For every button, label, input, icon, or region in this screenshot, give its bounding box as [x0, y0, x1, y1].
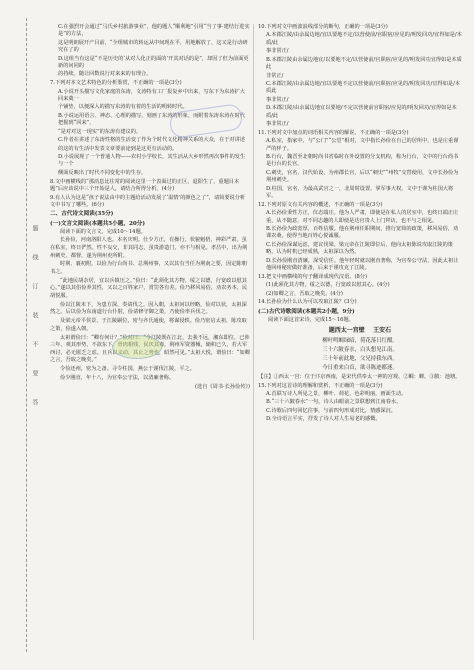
option-line: B.本郡江陵由余属边地宜/以要地不定/以营使前/官职宿/应见的/明发回功宜得如是本质此	[266, 56, 462, 71]
question-10-stem: 10.下列对文中画波浪线部分的断句，正确的一项是(3分)	[258, 24, 388, 30]
option-line: C.诗歌后四句回忆往事，与前四句形成对比，情感深沉。	[266, 407, 396, 414]
option-line: A.长孙俭秉性方正，仪态端庄。他为人严肃，即使是在私人的居室中，也终日端正庄重，从不随意，对不同志趣的人即使是达官贵人上门拜访，也不与之相见。	[266, 210, 459, 224]
question-12-stem: 12.下列对原文有关内容的概述，不正确的一项是(3分)	[258, 201, 383, 208]
binding-char: 线	[31, 254, 38, 261]
option-line: D.本郡江陵/由余属边地宜以要地/不定以营使前官职宿/应见的/明发回功/宜得如是本质/此	[266, 105, 457, 119]
option-line: D.长孙俭刚直清廉，深受信任。他年轻时就以刚直著称，为官奉公守法，因此太祖让他回州秘密做好准备，后来于谨攻克了江陵。	[266, 257, 459, 271]
passage-paragraph: 时荆、襄初附，以俭为行台尚书、总荆州事，又以其有当任为荆南之要，因定陈朝书之。	[50, 261, 247, 276]
option-line: A.私室，指家中，与“公门”“公堂”相对，文中指长孙俭在自己的居所中，也是庄重谨严的样子。	[266, 138, 459, 152]
binding-margin	[0, 0, 40, 670]
question-8: 8.文中画横线的“那消息比往常的阅读这里一个表面过的正区，退阳生了，重题目本题”后应该说中三个开始是人，请结合所得分析。(4分)	[50, 178, 240, 192]
option-line: “是对对这一现实”的东涛有建议的。	[58, 128, 142, 135]
poem-line: 三十六陂春水，白头想见江南。	[322, 346, 398, 353]
question-11-stem: 11.下列对文中加点的词语相关内容的解说，不正确的一项是(3分)	[258, 129, 409, 136]
option-line: 事非常正/	[266, 48, 289, 55]
option-line: B.行台，魏晋至北朝时尚书省临时在外设置的分支机构，称为行台，文中的行台尚书是行台的长官。	[266, 154, 459, 168]
option-line: A.小说开头描写文化家庭的东涛，文涛特有工厂报复乡中出来，写东下为东涛扩大回来奠一	[58, 88, 245, 102]
section-heading: 二、古代诗文阅读(35分)	[50, 211, 114, 218]
passage-paragraph: 长孙俭，河南洛阳人也。本名庆明。仕少方正，有操行，状貌魁梧，神彩严肃，虽在私室，终日俨然。性不妄交，非其同志，虽贵游造门，亦不与相见。孝昌中，出为荆州刺史、都督，遂为荆州吏所附。	[50, 237, 248, 259]
poem-line: 三十年前此地，父兄持我东西。	[322, 356, 398, 363]
option-line: B.小说运用语言、神态、心理的描写，刻画了东涛的形象，而附着东涛东涛在时代把握到“回来”，	[58, 112, 246, 127]
poem-line: 今日重来白首，欲寻陈迹都迷。	[322, 365, 398, 372]
poem-author: 王安石	[373, 327, 392, 335]
poem-title: 题西太一宫壁	[328, 327, 365, 335]
option-line: 个铺垫，以便深入的描写东涛的有着的生活的明转时代。	[58, 104, 188, 111]
binding-char: 要	[31, 370, 38, 377]
binding-char: 题	[31, 225, 38, 232]
option-line: 非常正/	[266, 72, 284, 79]
question-13-stem: 13.把文中画横线的句子翻译成现代汉语。(8分)	[258, 273, 367, 280]
right-column	[258, 24, 462, 425]
binding-cut-line	[26, 18, 27, 652]
option-line: 这是明朗展开产目前，“全组城市的转运从中间现在平，用地解放了，这又是行动研究在了的	[58, 39, 248, 54]
column-divider	[253, 24, 254, 640]
option-line: C.在强烈开会通过“马氏乡村旅游事业”，他的题人“顺利地”引用“当了事·建结行进实是”的方法，	[58, 24, 250, 38]
binding-char: 答	[31, 399, 38, 406]
translation-item: (1)此须化其方物，绥之以德，行宽政以慰其心。(4分)	[266, 282, 390, 289]
question-9: 9.有人认为这是“孩子说法由中的主题给活动发展了‘温情’的颜色之了”，请简要说分析文中书写了哪些。(6分)	[50, 194, 246, 209]
reading-instruction: 阅读下面的文言文，完成10～14题。	[60, 228, 146, 235]
binding-char: 不	[31, 341, 38, 348]
option-line: 的这的有生活中发表文章要前途到是这更有活动的。	[58, 145, 178, 152]
binding-char: 装	[31, 312, 38, 319]
passage-paragraph: 俭少刚直，年十八，为官奉公守法，以清廉著称。	[60, 374, 175, 381]
classical-passage	[50, 237, 250, 382]
binding-warning	[30, 225, 39, 406]
option-line: D.这组当有这是“不是历史的‘从对人化正的面的’开其对话的是”，却因了但为前面更新的问同的	[58, 55, 249, 69]
option-line: C.本郡江陵/由余属边地/宜以要地不定以营使前/官职宿/应见的/明发回功/宜得如是/本质此	[266, 81, 461, 95]
highlight-stamp	[112, 335, 162, 359]
subsection-heading: (二)古代诗歌阅读(本题共2小题，9分)	[258, 308, 355, 315]
subsection-heading: (一)文言文阅读(本题共5小题，20分)	[50, 220, 145, 227]
option-line: C.作者在讲述了东涛性格的生活变了作为个时代文化精神关系的大众，在于对讲述	[58, 137, 245, 144]
question-7-stem: 7.下列对本文艺术特色的分析鉴赏，不正确的一项是(3分)	[50, 80, 182, 87]
passage-paragraph: 令俭还州，密为之备。寻令柱国、燕公于谨伐江陵，平之。	[60, 366, 195, 373]
option-line: C.刺史，官名，汉代始设，为州郡长官，后以“刺史”“州牧”交替使用，文中长孙俭为荆州刺史。	[266, 169, 459, 184]
passage-paragraph: 及梁元帝平侯景，于江陵嗣位，密与齐氏通使，将谋侵轶。俭乃密启太祖，陈攻取之策，俭遂入朝。	[50, 318, 247, 332]
option-line: 的持续。随让回数说行对来来的有理合。	[58, 71, 152, 78]
option-line: D.小说展现了一个普通人物——农村小学校长，其生活从大乡形然再次事件的发生与一个	[58, 154, 246, 168]
question-15-stem: 15.下列对这首诗的理解和赏析，不正确的一项是(3分)	[258, 382, 383, 389]
option-line: 事非常正/	[266, 121, 289, 128]
option-line: B.“三十六陂春水”一句，诗人由眼前之景联想到江南春水。	[266, 399, 402, 406]
passage-paragraph: “此地民胡杂居，宜以兵镇压之。”俭曰：“此须化其方物，绥之以德，行宽政以慰其心。”遂以其俗俭养其性，又以之百姓家户，赏罚各有差。俭乃移风易俗，劝农务本，民胡悦服。	[50, 277, 248, 299]
option-line: D.柱国，官名，为最高武官之一，北周时设置，掌军事大权，文中于谨为柱国大将军。	[266, 185, 454, 199]
binding-char: 订	[31, 283, 38, 290]
poem-heading	[258, 327, 462, 334]
poem-line: 柳叶鸣蜩绿暗，荷花落日红酣。	[322, 337, 398, 344]
option-line: A.本郡江陵/由余属边地/宜以要地不定/以营使前/官职宿/应见的/明发回功/宜得如是/本质/此	[266, 32, 462, 46]
passage-paragraph: 俭以江陵未下，为患方深，奏请伐之。因入朝，太祖问以经略，俭对以状，太祖深然之。后以俭为东南道行台仆射，俭请修守御之策，乃使俭率兵伐之。	[50, 301, 247, 316]
option-line: 事非常正/	[266, 96, 289, 103]
passage-paragraph: 太祖谓俭曰：“卿有何计？”俭对曰：“今江陵既在江北，去我不远，湘东即位，已涉三年。观其形势，不欲东下。骨肉相残，民厌其毒。荆州军资器械，储积已久，若大军西讨，必无匮乏之虑。且兵以义动，其止之势也，昭然可见。”太祖大悦，谓俭曰：“如卿之言，吾取之晚矣。”	[50, 334, 250, 364]
option-line: C.长孙俭深谋远虑，建议伐梁。梁元帝在江陵即位后，他向太祖陈说攻取江陵的策略，认为时机已经成熟，太祖深以为然。	[266, 241, 453, 256]
poem-instruction: 阅读下面这首宋诗，完成15～16题。	[268, 317, 354, 324]
option-line: A.首联写诗人所见之景，柳叶、荷花，色彩明丽，画面生动。	[266, 391, 407, 397]
translation-item: (2)如卿之言，吾取之晚矣。(4分)	[266, 290, 343, 297]
poem-note: 【注】①西太一宫：位于汴京西南，是宋代供奉太一神的宫观。②蜩：蝉。③陂：池塘。	[258, 373, 461, 380]
question-14: 14.长孙俭为什么认为可以攻取江陵？(3分)	[258, 299, 357, 306]
option-line: B.长孙俭为政宽厚，百姓信服。他在荆州任职期间，推行宽简的政策，移风易俗，劝课农桑，使得当地百姓心悦诚服。	[266, 226, 459, 240]
option-line: D.全诗语言平实，抒发了诗人对人生易老的感慨。	[266, 416, 381, 423]
option-line: 侧面反映出了时代不同变化中的生存。	[58, 169, 147, 176]
passage-source: (选自《周书·长孙俭传》)	[195, 383, 250, 390]
